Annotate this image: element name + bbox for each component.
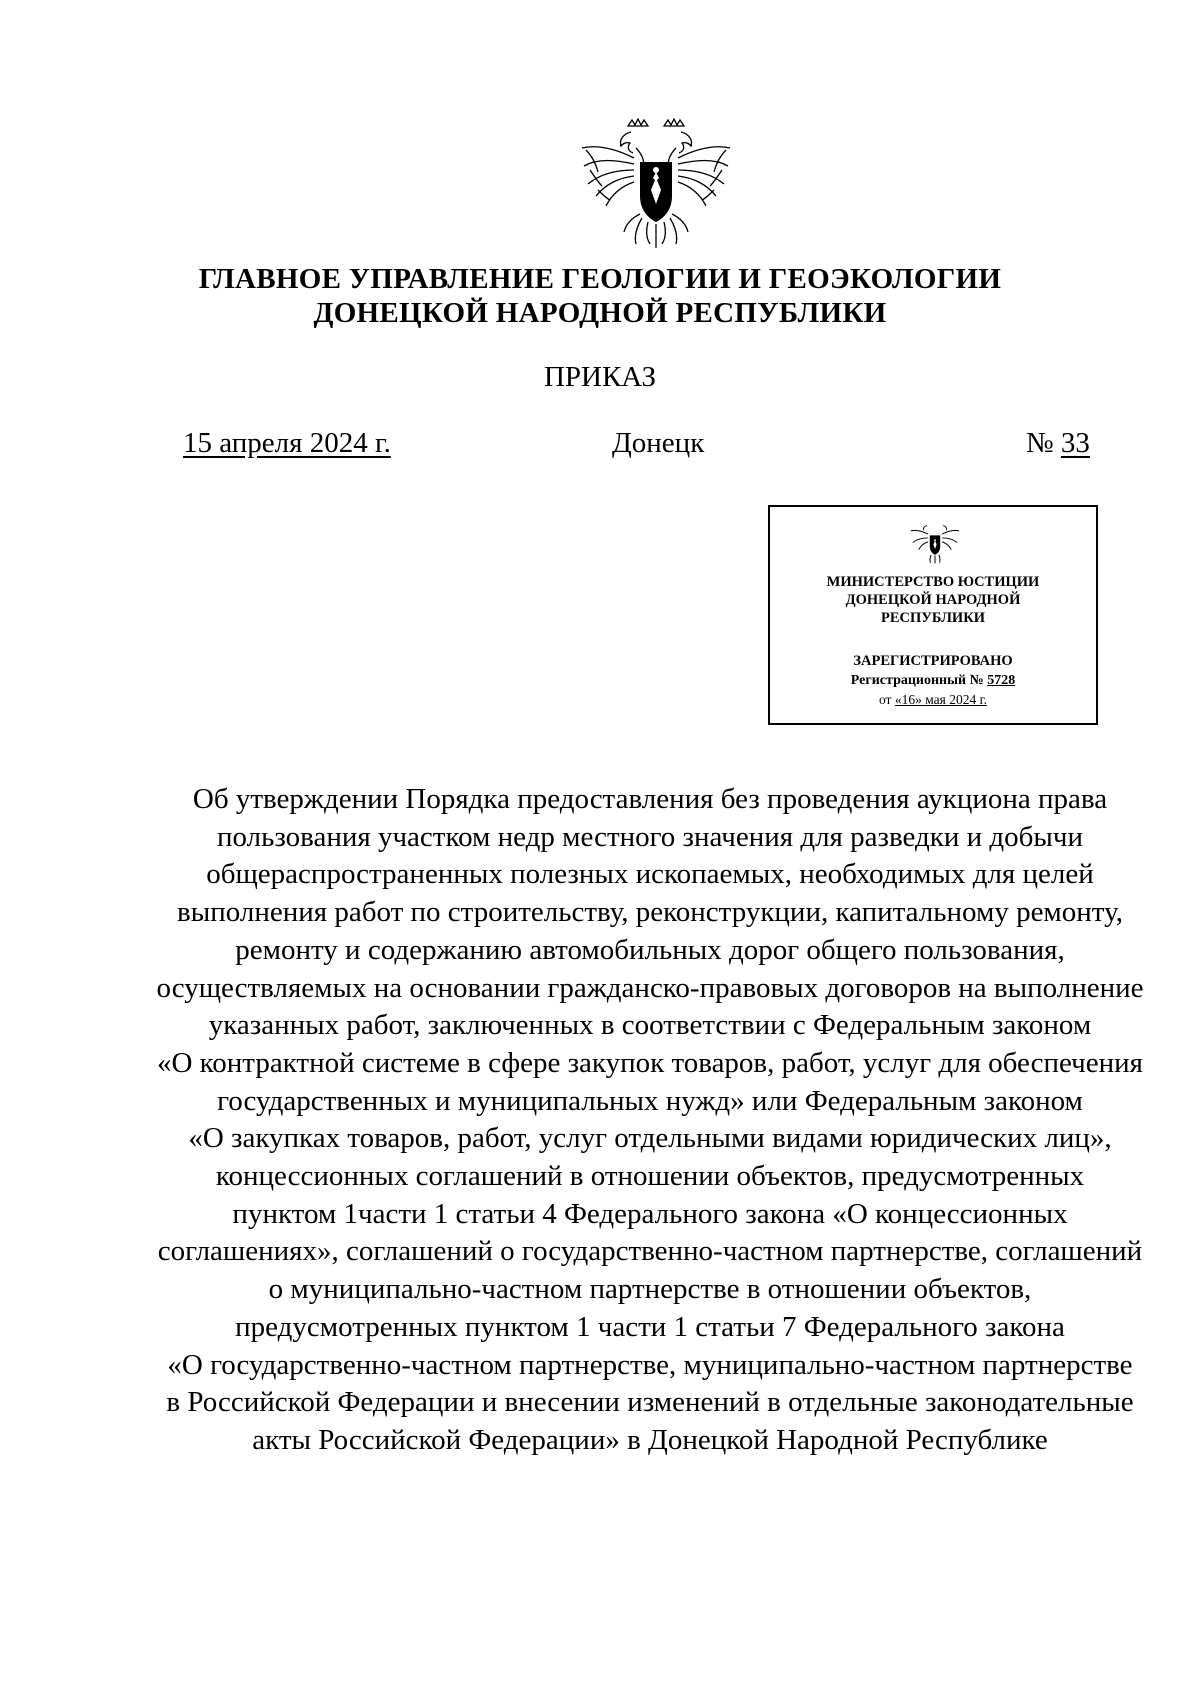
order-title-line: ремонту и содержанию автомобильных дорог общего пользования,: [235, 933, 1065, 966]
order-title: [120, 781, 1180, 1460]
order-title-line: предусмотренных пунктом 1 части 1 статьи 7 Федерального закона: [235, 1310, 1065, 1343]
order-number-prefix: №: [1026, 427, 1061, 459]
order-title-line: акты Российской Федерации» в Донецкой Народной Республике: [252, 1423, 1048, 1456]
order-title-line: пунктом 1части 1 статьи 4 Федерального закона «О концессионных: [232, 1197, 1068, 1230]
stamp-registration-date: [770, 691, 1096, 709]
stamp-date-prefix: от: [878, 692, 895, 707]
order-title-line: указанных работ, заключенных в соответствии с Федеральным законом: [208, 1009, 1092, 1042]
order-title-line: осуществляемых на основании гражданско-правовых договоров на выполнение: [156, 971, 1144, 1004]
order-title-line: о муниципально-частном партнерстве в отношении объектов,: [268, 1273, 1032, 1306]
order-title-line: «О государственно-частном партнерстве, муниципально-частном партнерстве: [167, 1348, 1133, 1381]
stamp-reg-number-value: 5728: [987, 673, 1016, 688]
order-title-line: пользования участком недр местного значения для разведки и добычи: [217, 820, 1083, 853]
order-number: [1026, 426, 1090, 460]
stamp-date-day: «16»: [894, 692, 922, 707]
stamp-coat-of-arms-icon: [908, 521, 962, 565]
order-title-line: общераспространенных полезных ископаемых, необходимых для целей: [206, 858, 1094, 891]
stamp-ministry-line2: ДОНЕЦКОЙ НАРОДНОЙ: [845, 592, 1021, 608]
order-date: 15 апреля 2024 г.: [183, 427, 391, 459]
order-number-value: 33: [1060, 427, 1090, 459]
stamp-ministry-name: [770, 573, 1096, 627]
stamp-registered-label: ЗАРЕГИСТРИРОВАНО: [853, 653, 1013, 669]
order-city: Донецк: [612, 427, 705, 459]
stamp-reg-label: Регистрационный №: [850, 673, 988, 688]
issuing-authority-line2: ДОНЕЦКОЙ НАРОДНОЙ РЕСПУБЛИКИ: [313, 297, 887, 329]
order-title-line: государственных и муниципальных нужд» или Федеральным законом: [217, 1084, 1083, 1117]
order-title-line: выполнения работ по строительству, реконструкции, капитальному ремонту,: [177, 896, 1123, 929]
order-title-line: Об утверждении Порядка предоставления без проведения аукциона права: [192, 783, 1108, 815]
registration-stamp: [768, 505, 1098, 725]
order-title-line: в Российской Федерации и внесении изменений в отдельные законодательные: [166, 1386, 1134, 1419]
stamp-registration-number: [770, 672, 1096, 690]
document-type: ПРИКАЗ: [543, 361, 657, 393]
order-title-line: соглашениях», соглашений о государственно-частном партнерстве, соглашений: [157, 1235, 1143, 1268]
order-title-line: концессионных соглашений в отношении объектов, предусмотренных: [215, 1160, 1085, 1193]
order-title-line: «О контрактной системе в сфере закупок товаров, работ, услуг для обеспечения: [156, 1046, 1144, 1079]
stamp-ministry-line3: РЕСПУБЛИКИ: [880, 610, 986, 626]
stamp-date-rest: мая 2024 г.: [921, 692, 988, 707]
coat-of-arms-icon: [576, 118, 736, 253]
stamp-ministry-line1: МИНИСТЕРСТВО ЮСТИЦИИ: [826, 574, 1040, 590]
order-title-line: «О закупках товаров, работ, услуг отдельными видами юридических лиц»,: [188, 1122, 1112, 1155]
issuing-authority-line1: ГЛАВНОЕ УПРАВЛЕНИЕ ГЕОЛОГИИ И ГЕОЭКОЛОГИИ: [198, 263, 1002, 295]
